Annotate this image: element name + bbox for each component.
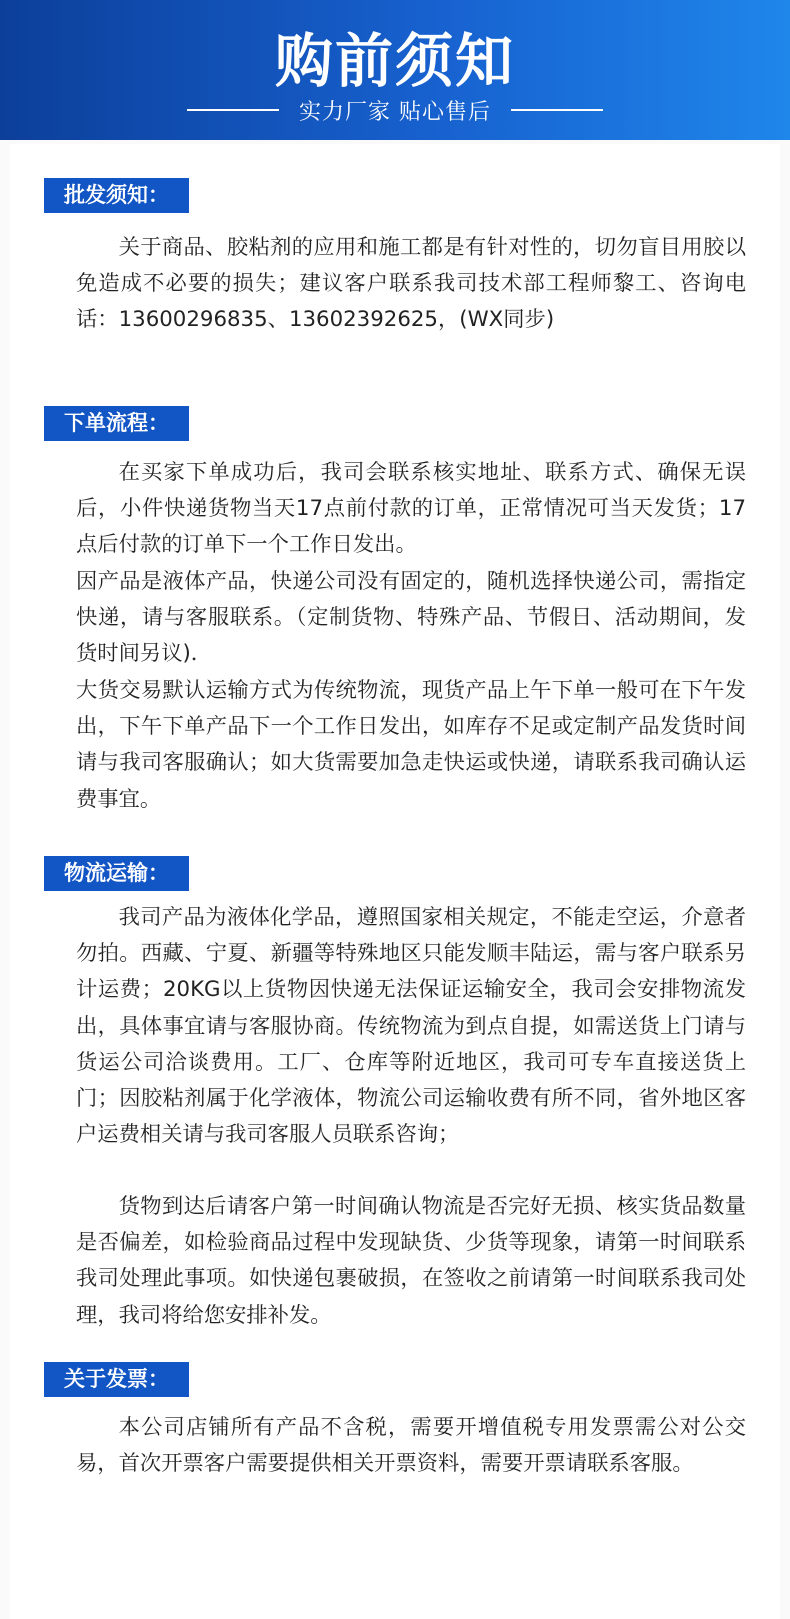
section-heading-wholesale: 批发须知： [44, 178, 189, 213]
page-title: 购前须知 [274, 27, 515, 95]
section-heading-order-process: 下单流程： [44, 406, 189, 441]
order-process-paragraph-1: 在买家下单成功后，我司会联系核实地址、联系方式、确保无误后，小件快递货物当天17点前付款的订单，正常情况可当天发货；17点后付款的订单下一个工作日发出。 [76, 460, 746, 558]
logistics-paragraph-2: 货物到达后请客户第一时间确认物流是否完好无损、核实货品数量是否偏差，如检验商品过程中发现缺货、少货等现象，请第一时间联系我司处理此事项。如快递包裹破损，在签收之前请第一时间联系我司处理，我司将给您安排补发。 [76, 1194, 746, 1328]
subtitle-rule-left [187, 109, 279, 111]
section-text-invoice: 本公司店铺所有产品不含税，需要开增值税专用发票需公对公交易，首次开票客户需要提供相关开票资料，需要开票请联系客服。 [76, 1415, 746, 1477]
section-heading-logistics: 物流运输： [44, 856, 189, 891]
order-process-paragraph-2: 因产品是液体产品，快递公司没有固定的，随机选择快递公司，需指定快递，请与客服联系。（定制货物、特殊产品、节假日、活动期间，发货时间另议)． [76, 569, 746, 667]
section-heading-invoice: 关于发票： [44, 1362, 189, 1397]
subtitle-rule-right [511, 109, 603, 111]
page-subtitle: 实力厂家 贴心售后 [299, 99, 491, 125]
section-text-wholesale: 关于商品、胶粘剂的应用和施工都是有针对性的，切勿盲目用胶以免造成不必要的损失；建议客户联系我司技术部工程师黎工、咨询电话：13600296835、13602392625，(WX同步) [76, 235, 746, 333]
order-process-paragraph-3: 大货交易默认运输方式为传统物流，现货产品上午下单一般可在下午发出，下午下单产品下一个工作日发出，如库存不足或定制产品发货时间请与我司客服确认；如大货需要加急走快运或快递，请联系我司确认运费事宜。 [76, 678, 746, 812]
header-banner [0, 0, 790, 140]
subtitle-row [0, 95, 790, 125]
logistics-paragraph-1: 我司产品为液体化学品，遵照国家相关规定，不能走空运，介意者勿拍。西藏、宁夏、新疆等特殊地区只能发顺丰陆运，需与客户联系另计运费；20KG以上货物因快递无法保证运输安全，我司会安排物流发出，具体事宜请与客服协商。传统物流为到点自提，如需送货上门请与货运公司洽谈费用。工厂、仓库等附近地区，我司可专车直接送货上门；因胶粘剂属于化学液体，物流公司运输收费有所不同，省外地区客户运费相关请与我司客服人员联系咨询； [76, 905, 746, 1148]
